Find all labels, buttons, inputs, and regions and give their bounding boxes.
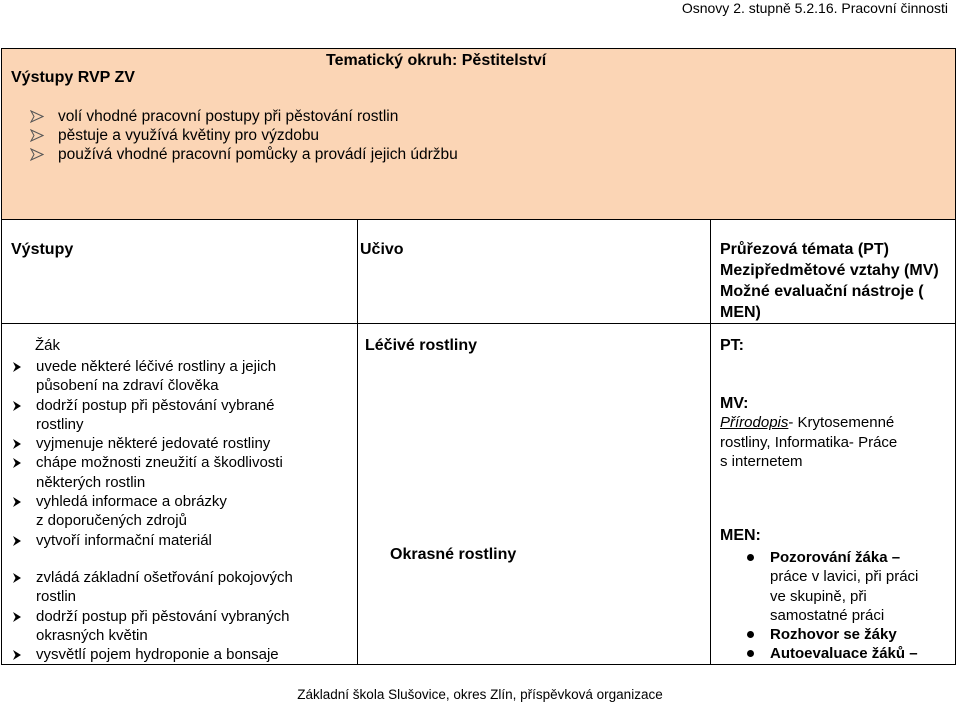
arrow-bullet-icon bbox=[12, 362, 22, 372]
list-item: pěstuje a využívá květiny pro výzdobu bbox=[30, 126, 458, 145]
arrow-bullet-icon bbox=[12, 612, 22, 622]
rvp-outcomes-list bbox=[30, 107, 458, 164]
column-header-pt: Průřezová témata (PT) Mezipředmětové vztahy (MV) Možné evaluační nástroje ( MEN) bbox=[720, 241, 939, 321]
arrow-bullet-icon bbox=[12, 573, 22, 583]
list-item: vyjmenuje některé jedovaté rostliny bbox=[12, 434, 347, 453]
list-item: dodrží postup při pěstování vybrané rostliny bbox=[12, 396, 347, 435]
column-divider bbox=[357, 220, 358, 323]
arrow-bullet-icon bbox=[12, 536, 22, 546]
arrow-outline-icon bbox=[30, 148, 44, 161]
list-item: dodrží postup při pěstování vybraných okrasných květin bbox=[12, 607, 347, 646]
bullet-dot-icon bbox=[747, 650, 754, 657]
list-item: uvede některé léčivé rostliny a jejich působení na zdraví člověka bbox=[12, 357, 347, 396]
list-item: Pozorování žáka – práce v lavici, při práci ve skupině, při samostatné práci bbox=[747, 548, 952, 625]
list-item: vytvoří informační materiál bbox=[12, 531, 347, 550]
ucivo-okrasne-rostliny: Okrasné rostliny bbox=[390, 546, 517, 563]
list-item: chápe možnosti zneužití a škodlivosti některých rostlin bbox=[12, 453, 347, 492]
rvp-label: Výstupy RVP ZV bbox=[11, 69, 135, 86]
list-item: volí vhodné pracovní postupy při pěstování rostlin bbox=[30, 107, 458, 126]
column-divider bbox=[710, 324, 711, 664]
list-item: vysvětlí pojem hydroponie a bonsaje bbox=[12, 645, 347, 664]
rvp-outcomes-box bbox=[1, 48, 956, 220]
column-headers-row bbox=[1, 220, 956, 324]
arrow-bullet-icon bbox=[12, 401, 22, 411]
arrow-outline-icon bbox=[30, 110, 44, 123]
pt-label: PT: bbox=[720, 337, 744, 354]
list-item: používá vhodné pracovní pomůcky a provádí jejich údržbu bbox=[30, 145, 458, 164]
mv-label: MV: bbox=[720, 395, 749, 412]
zak-label: Žák bbox=[35, 337, 61, 354]
document-header: Osnovy 2. stupně 5.2.16. Pracovní činnosti bbox=[681, 0, 948, 16]
bullet-dot-icon bbox=[747, 631, 754, 638]
arrow-bullet-icon bbox=[12, 439, 22, 449]
theme-title: Tematický okruh: Pěstitelství bbox=[326, 52, 547, 69]
men-label: MEN: bbox=[720, 527, 761, 544]
column-header-ucivo: Učivo bbox=[360, 241, 404, 258]
list-item: Autoevaluace žáků – bbox=[747, 644, 952, 663]
mv-section: MV: Přírodopis- Krytosemenné rostliny, Informatika- Práce s internetem bbox=[720, 394, 950, 471]
list-item: zvládá základní ošetřování pokojových rostlin bbox=[12, 568, 347, 607]
bullet-dot-icon bbox=[747, 554, 754, 561]
column-divider bbox=[357, 324, 358, 664]
list-item: Rozhovor se žáky bbox=[747, 625, 952, 644]
men-list bbox=[747, 548, 952, 664]
column-divider bbox=[710, 220, 711, 323]
arrow-bullet-icon bbox=[12, 650, 22, 660]
arrow-bullet-icon bbox=[12, 458, 22, 468]
column-header-vystupy: Výstupy bbox=[11, 241, 74, 258]
content-row bbox=[1, 323, 956, 665]
document-footer: Základní škola Slušovice, okres Zlín, příspěvková organizace bbox=[297, 687, 663, 702]
ucivo-lecive-rostliny: Léčivé rostliny bbox=[365, 337, 478, 354]
arrow-outline-icon bbox=[30, 129, 44, 142]
skills-list bbox=[12, 357, 347, 664]
list-item: vyhledá informace a obrázky z doporučených zdrojů bbox=[12, 492, 347, 531]
arrow-bullet-icon bbox=[12, 497, 22, 507]
mv-link-prirodopis[interactable]: Přírodopis bbox=[720, 414, 789, 432]
